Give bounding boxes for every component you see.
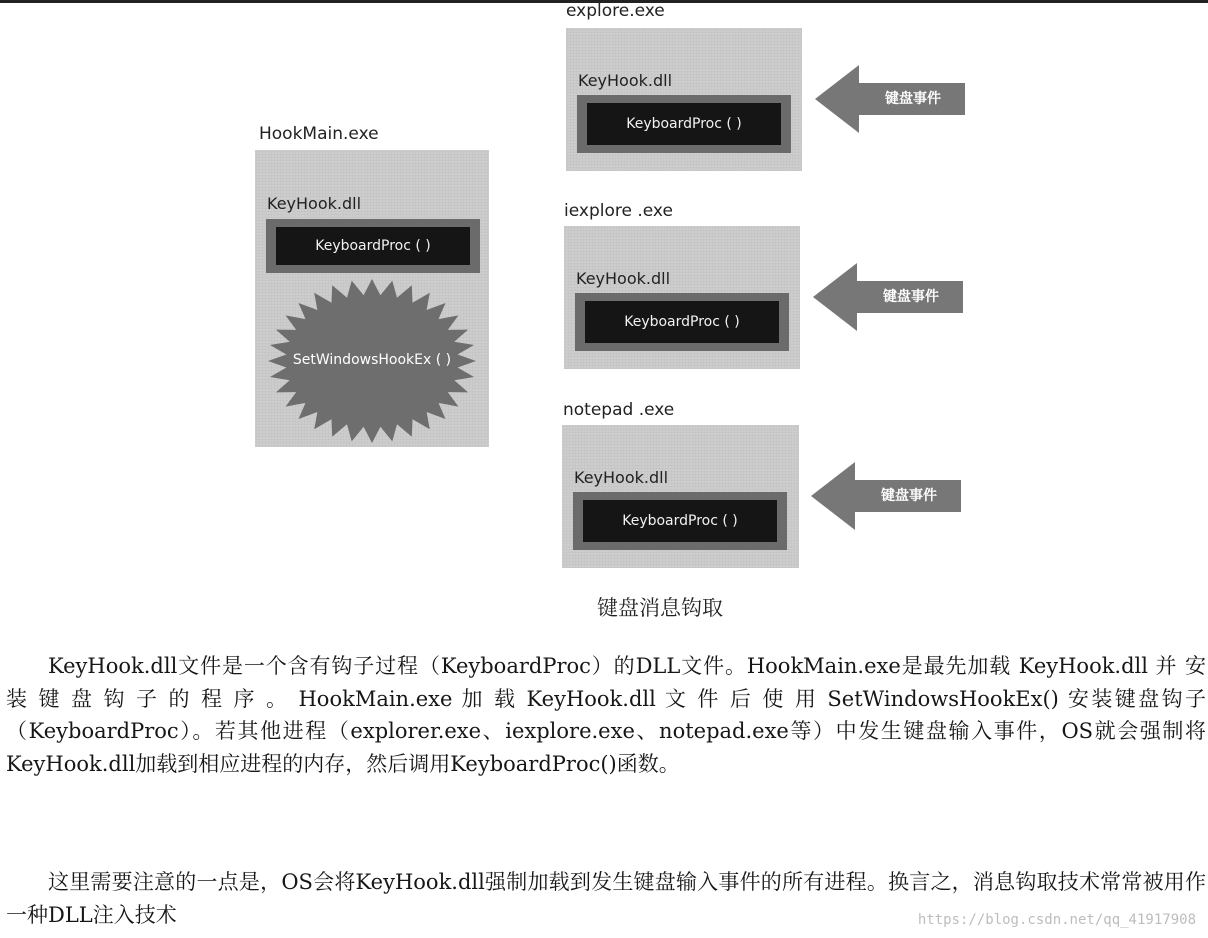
target-title-iexplore: iexplore .exe [564, 201, 673, 221]
setwindowshookex-burst [266, 278, 478, 444]
target-process-box-explore [566, 28, 802, 171]
hookmain-dll-frame [266, 219, 480, 273]
target-title-notepad: notepad .exe [563, 400, 675, 420]
target-dll-frame [575, 293, 789, 351]
target-process-box-notepad [562, 425, 799, 568]
target-dll-label: KeyHook.dll [578, 71, 673, 90]
keyboard-event-arrow [811, 461, 961, 531]
target-process-box-iexplore [564, 226, 800, 369]
target-dll-frame [577, 95, 791, 153]
target-keyboardproc: KeyboardProc ( ) [585, 301, 779, 343]
hookmain-dll-label: KeyHook.dll [267, 194, 362, 213]
keyboard-event-arrow [813, 262, 963, 332]
target-title-explore: explore.exe [566, 1, 665, 21]
target-keyboardproc: KeyboardProc ( ) [587, 103, 781, 145]
keyboard-event-arrow [815, 64, 965, 134]
keyboard-event-label: 键盘事件 [885, 91, 941, 107]
target-keyboardproc: KeyboardProc ( ) [583, 500, 777, 542]
hookmain-keyboardproc: KeyboardProc ( ) [276, 227, 470, 265]
setwindowshookex-label: SetWindowsHookEx ( ) [292, 352, 452, 368]
hookmain-title: HookMain.exe [259, 124, 379, 144]
hookmain-process-box [255, 150, 489, 447]
target-dll-label: KeyHook.dll [576, 269, 671, 288]
body-paragraph-1: KeyHook.dll文件是一个含有钩子过程（KeyboardProc）的DLL文件。HookMain.exe是最先加载 KeyHook.dll 并 安 装 键 盘 钩 子 的 程 序 。 HookMain.exe 加 载 KeyHook.dll 文 件 后 使 用 SetWindowsHookEx() 安装键盘钩子（KeyboardProc）。若其他进程（explorer.exe、iexplore.exe、notepad.exe等）中发生键盘输入事件，OS就会强制将KeyHook.dll加载到相应进程的内存，然后调用KeyboardProc()函数。 [6, 654, 1206, 777]
figure-caption: 键盘消息钩取 [597, 596, 723, 620]
body-paragraph-2: 这里需要注意的一点是，OS会将KeyHook.dll强制加载到发生键盘输入事件的所有进程。换言之，消息钩取技术常常被用作一种DLL注入技术 [6, 870, 1206, 927]
keyboard-event-label: 键盘事件 [881, 488, 937, 504]
watermark-url: https://blog.csdn.net/qq_41917908 [917, 912, 1196, 928]
keyboard-event-label: 键盘事件 [883, 289, 939, 305]
target-dll-label: KeyHook.dll [574, 468, 669, 487]
target-dll-frame [573, 492, 787, 550]
